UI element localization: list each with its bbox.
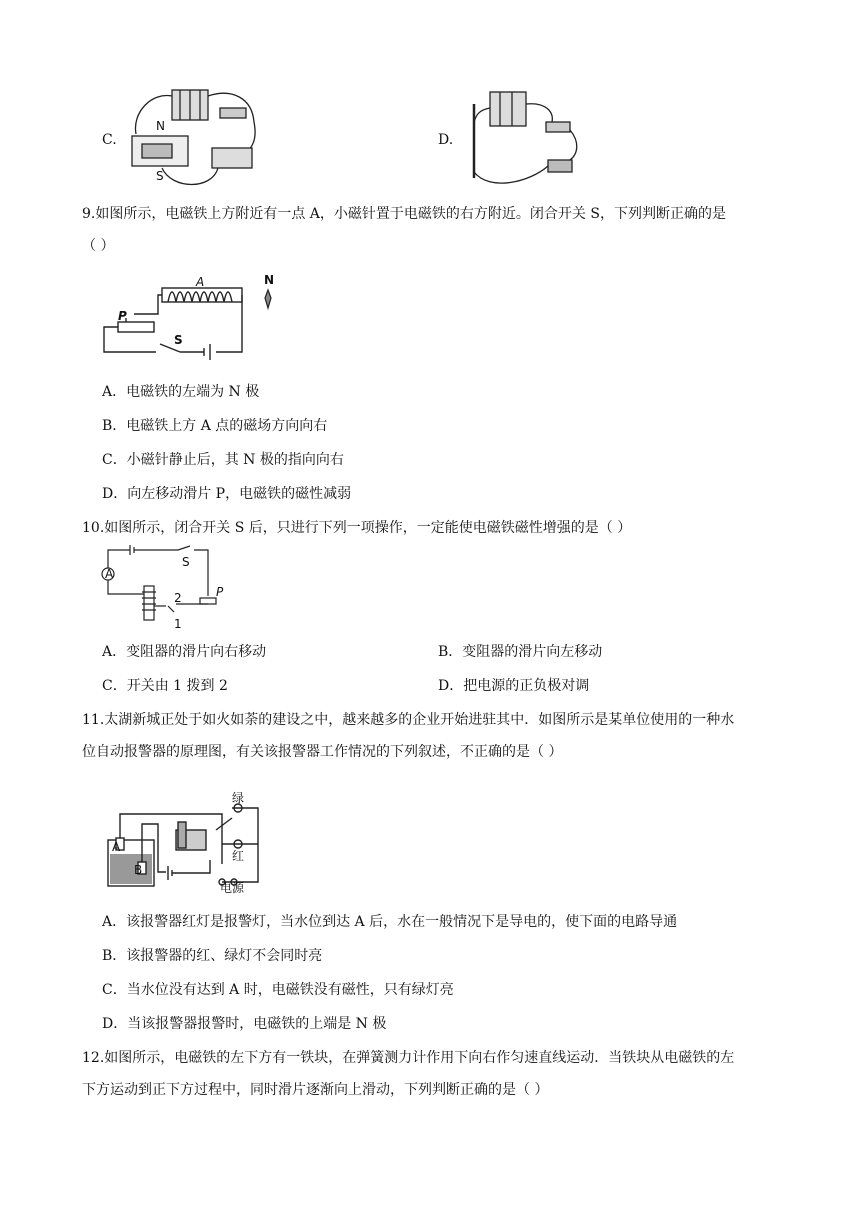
q11-stem-line1: 11.太湖新城正处于如火如荼的建设之中，越来越多的企业开始进驻其中．如图所示是某单位使用的一种水 xyxy=(82,712,735,728)
q10-option-b: B．变阻器的滑片向左移动 xyxy=(438,644,603,660)
figure-q11-alarm xyxy=(102,791,282,895)
q8-option-c-label: C. xyxy=(102,132,117,148)
q9-stem-line1: 9.如图所示，电磁铁上方附近有一点 A，小磁针置于电磁铁的右方附近。闭合开关 S，下列判断正确的是 xyxy=(82,206,726,222)
q12-stem-line2: 下方运动到正下方过程中，同时滑片逐渐向上滑动，下列判断正确的是（ ） xyxy=(82,1082,549,1098)
fig-10-p-label: P xyxy=(216,585,224,599)
fig-11-red-label: 红 xyxy=(232,849,245,863)
fig-10-1-label: 1 xyxy=(174,617,182,631)
fig-9-a-label: A xyxy=(196,275,205,289)
figure-q10-circuit xyxy=(98,544,228,632)
fig-c-s-label: S xyxy=(156,169,164,183)
q11-option-b: B．该报警器的红、绿灯不会同时亮 xyxy=(102,948,323,964)
fig-11-power-label: 电源 xyxy=(220,881,245,895)
q9-option-c: C．小磁针静止后，其 N 极的指向向右 xyxy=(102,452,344,468)
fig-10-a-label: A xyxy=(105,567,114,581)
figure-option-c xyxy=(122,82,272,194)
q12-stem-line1: 12.如图所示，电磁铁的左下方有一铁块，在弹簧测力计作用下向右作匀速直线运动．当铁块从电磁铁的左 xyxy=(82,1050,735,1066)
q11-stem-line2: 位自动报警器的原理图，有关该报警器工作情况的下列叙述，不正确的是（ ） xyxy=(82,744,563,760)
fig-11-a-label: A xyxy=(112,840,121,854)
q9-option-d: D．向左移动滑片 P，电磁铁的磁性减弱 xyxy=(102,486,352,502)
fig-10-s-label: S xyxy=(182,555,190,569)
q10-stem: 10.如图所示，闭合开关 S 后，只进行下列一项操作，一定能使电磁铁磁性增强的是（ ） xyxy=(82,520,632,536)
fig-c-n-label: N xyxy=(156,119,165,133)
fig-9-p-label: P xyxy=(118,309,127,323)
q11-option-a: A．该报警器红灯是报警灯，当水位到达 A 后，水在一般情况下是导电的，使下面的电路导通 xyxy=(102,914,678,930)
fig-11-green-label: 绿 xyxy=(232,791,245,805)
q8-option-d-label: D. xyxy=(438,132,454,148)
q10-option-d: D．把电源的正负极对调 xyxy=(438,678,590,694)
q9-option-a: A．电磁铁的左端为 N 极 xyxy=(102,384,260,400)
q9-option-b: B．电磁铁上方 A 点的磁场方向向右 xyxy=(102,418,328,434)
fig-9-s-label: S xyxy=(174,333,183,347)
fig-10-2-label: 2 xyxy=(174,591,182,605)
q10-option-c: C．开关由 1 拨到 2 xyxy=(102,678,228,694)
q9-stem-line2: （ ） xyxy=(82,238,115,254)
q11-option-c: C．当水位没有达到 A 时，电磁铁没有磁性，只有绿灯亮 xyxy=(102,982,454,998)
figure-q9-electromagnet xyxy=(98,272,288,362)
fig-9-n-label: N xyxy=(264,273,275,287)
q10-option-a: A．变阻器的滑片向右移动 xyxy=(102,644,267,660)
fig-11-b-label: B xyxy=(134,863,143,877)
figure-option-d xyxy=(460,82,590,194)
q11-option-d: D．当该报警器报警时，电磁铁的上端是 N 极 xyxy=(102,1016,387,1032)
